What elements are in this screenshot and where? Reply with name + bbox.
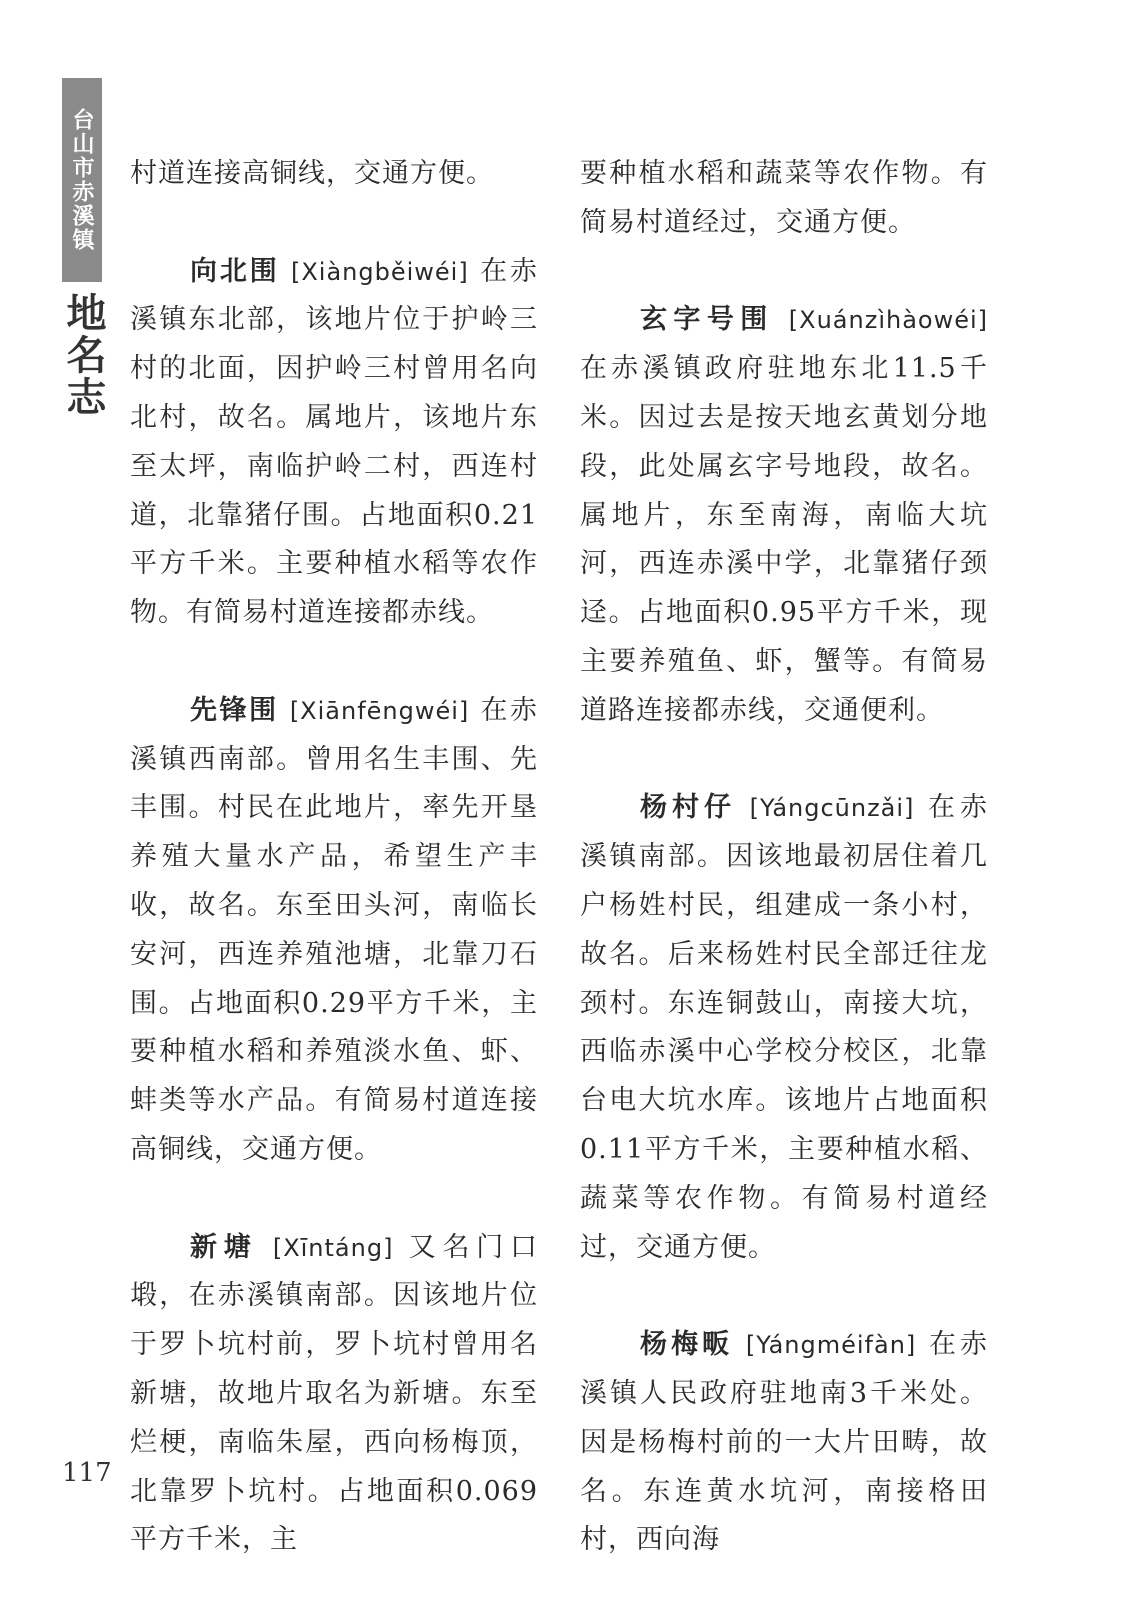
continuation-text bbox=[580, 150, 988, 248]
entry-name: 先锋围 bbox=[190, 694, 279, 726]
side-banner-county: 台山市赤溪镇 bbox=[62, 78, 102, 282]
page-number: 117 bbox=[62, 1458, 112, 1488]
entry-text: 在赤溪镇政府驻地东北11.5千米。因过去是按天地玄黄划分地段，此处属玄字号地段，故名。属地片，东至南海，南临大坑河，西连赤溪中学，北靠猪仔颈迳。占地面积0.95平方千米，现主要养殖鱼、虾，蟹等。有简易道路连接都赤线，交通便利。 bbox=[580, 353, 988, 726]
entry-text: 村道连接高铜线，交通方便。 bbox=[130, 158, 494, 189]
continuation-text bbox=[130, 150, 538, 199]
entry-name: 杨梅畈 bbox=[640, 1329, 734, 1361]
entry-text: 在赤溪镇西南部。曾用名生丰围、先丰围。村民在此地片，率先开垦养殖大量水产品，希望生产丰收，故名。东至田头河，南临长安河，西连养殖池塘，北靠刀石围。占地面积0.29平方千米，主要种植水稻和养殖淡水鱼、虾、蚌类等水产品。有简易村道连接高铜线，交通方便。 bbox=[130, 694, 538, 1165]
entry-xintang bbox=[130, 1224, 538, 1566]
entry-xiangbeiwei bbox=[130, 248, 538, 638]
entry-name: 杨村仔 bbox=[640, 792, 736, 824]
entry-yangcunzai bbox=[580, 784, 988, 1272]
entry-text: 在赤溪镇人民政府驻地南3千米处。因是杨梅村前的一大片田畴，故名。东连黄水坑河，南接格田村，西向海 bbox=[580, 1329, 989, 1556]
entry-name: 向北围 bbox=[190, 255, 280, 287]
entry-text: 在赤溪镇南部。因该地最初居住着几户杨姓村民，组建成一条小村，故名。后来杨姓村民全部迁往龙颈村。东连铜鼓山，南接大坑，西临赤溪中心学校分校区，北靠台电大坑水库。该地片占地面积0.11平方千米，主要种植水稻、蔬菜等农作物。有简易村道经过，交通方便。 bbox=[580, 792, 989, 1263]
left-column bbox=[130, 150, 538, 1565]
entry-text: 要种植水稻和蔬菜等农作物。有简易村道经过，交通方便。 bbox=[580, 158, 988, 238]
entry-pinyin: [Yángcūnzǎi] bbox=[749, 794, 915, 823]
entry-pinyin: [Xiàngběiwéi] bbox=[290, 257, 469, 286]
entry-yangmeifan bbox=[580, 1321, 988, 1565]
entry-xianfengwei bbox=[130, 687, 538, 1175]
entry-name: 玄字号围 bbox=[640, 304, 774, 336]
entry-name: 新塘 bbox=[190, 1231, 258, 1263]
side-title-gazetteer: 地名志 bbox=[60, 292, 106, 418]
right-column bbox=[580, 150, 988, 1565]
entry-xuanzihaowei bbox=[580, 296, 988, 735]
entry-pinyin: [Xīntáng] bbox=[272, 1233, 394, 1262]
entry-pinyin: [Xuánzìhàowéi] bbox=[788, 306, 989, 335]
entry-text: 又名门口塅，在赤溪镇南部。因该地片位于罗卜坑村前，罗卜坑村曾用名新塘，故地片取名为新塘。东至烂梗，南临朱屋，西向杨梅顶，北靠罗卜坑村。占地面积0.069平方千米，主 bbox=[130, 1231, 538, 1556]
entry-pinyin: [Xiānfēngwéi] bbox=[289, 696, 470, 725]
entry-text: 在赤溪镇东北部，该地片位于护岭三村的北面，因护岭三村曾用名向北村，故名。属地片，该地片东至太坪，南临护岭二村，西连村道，北靠猪仔围。占地面积0.21平方千米。主要种植水稻等农作物。有简易村道连接都赤线。 bbox=[130, 255, 538, 629]
entry-pinyin: [Yángméifàn] bbox=[745, 1331, 917, 1360]
